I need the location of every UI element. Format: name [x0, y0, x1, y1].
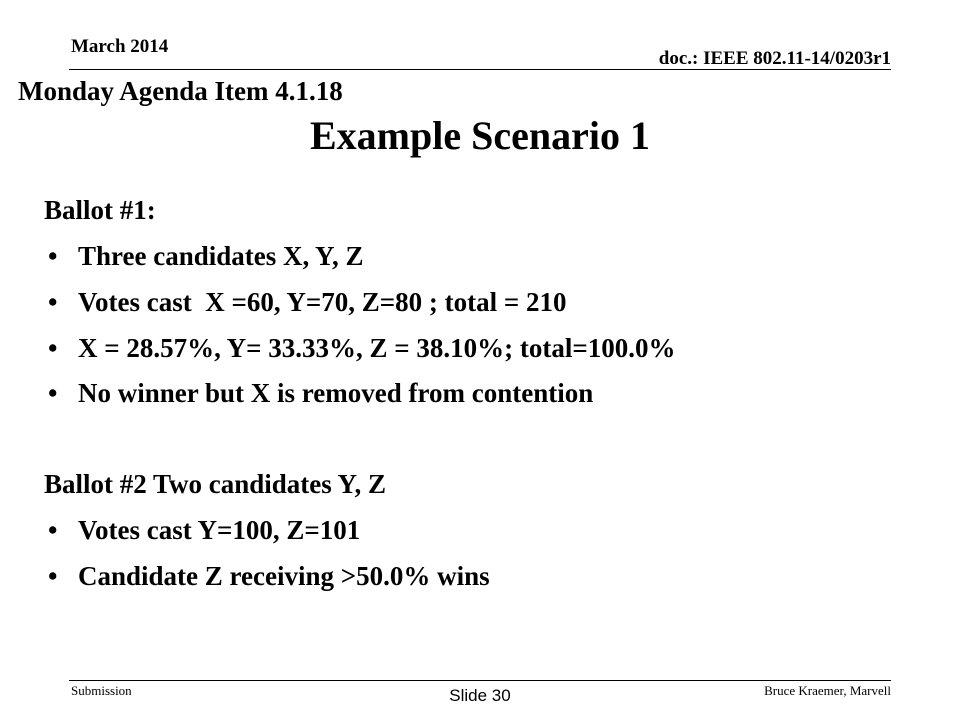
agenda-item: Monday Agenda Item 4.1.18 [18, 76, 343, 106]
bullet-text: Three candidates X, Y, Z [78, 241, 364, 271]
ballot1-heading: Ballot #1: [44, 195, 156, 225]
header-divider [69, 69, 891, 70]
bullet-icon: • [48, 287, 58, 317]
header-doc-id: doc.: IEEE 802.11-14/0203r1 [658, 48, 891, 69]
bullet-icon: • [48, 561, 58, 591]
ballot2-heading: Ballot #2 Two candidates Y, Z [44, 469, 387, 499]
bullet-icon: • [48, 333, 58, 363]
footer-submission: Submission [71, 683, 132, 698]
bullet-icon: • [48, 378, 58, 408]
bullet-icon: • [48, 515, 58, 545]
slide-number: Slide 30 [449, 686, 511, 705]
bullet-icon: • [48, 241, 58, 271]
bullet-text: No winner but X is removed from contention [78, 378, 594, 408]
footer-author: Bruce Kraemer, Marvell [764, 683, 891, 698]
header-date: March 2014 [71, 36, 169, 57]
footer-divider [69, 680, 891, 681]
bullet-text: Votes cast Y=100, Z=101 [78, 515, 361, 545]
bullet-text: X = 28.57%, Y= 33.33%, Z = 38.10%; total=100.0% [78, 333, 676, 363]
bullet-text: Votes cast X =60, Y=70, Z=80 ; total = 210 [78, 287, 567, 317]
slide-title: Example Scenario 1 [310, 113, 650, 158]
bullet-text: Candidate Z receiving >50.0% wins [78, 561, 490, 591]
